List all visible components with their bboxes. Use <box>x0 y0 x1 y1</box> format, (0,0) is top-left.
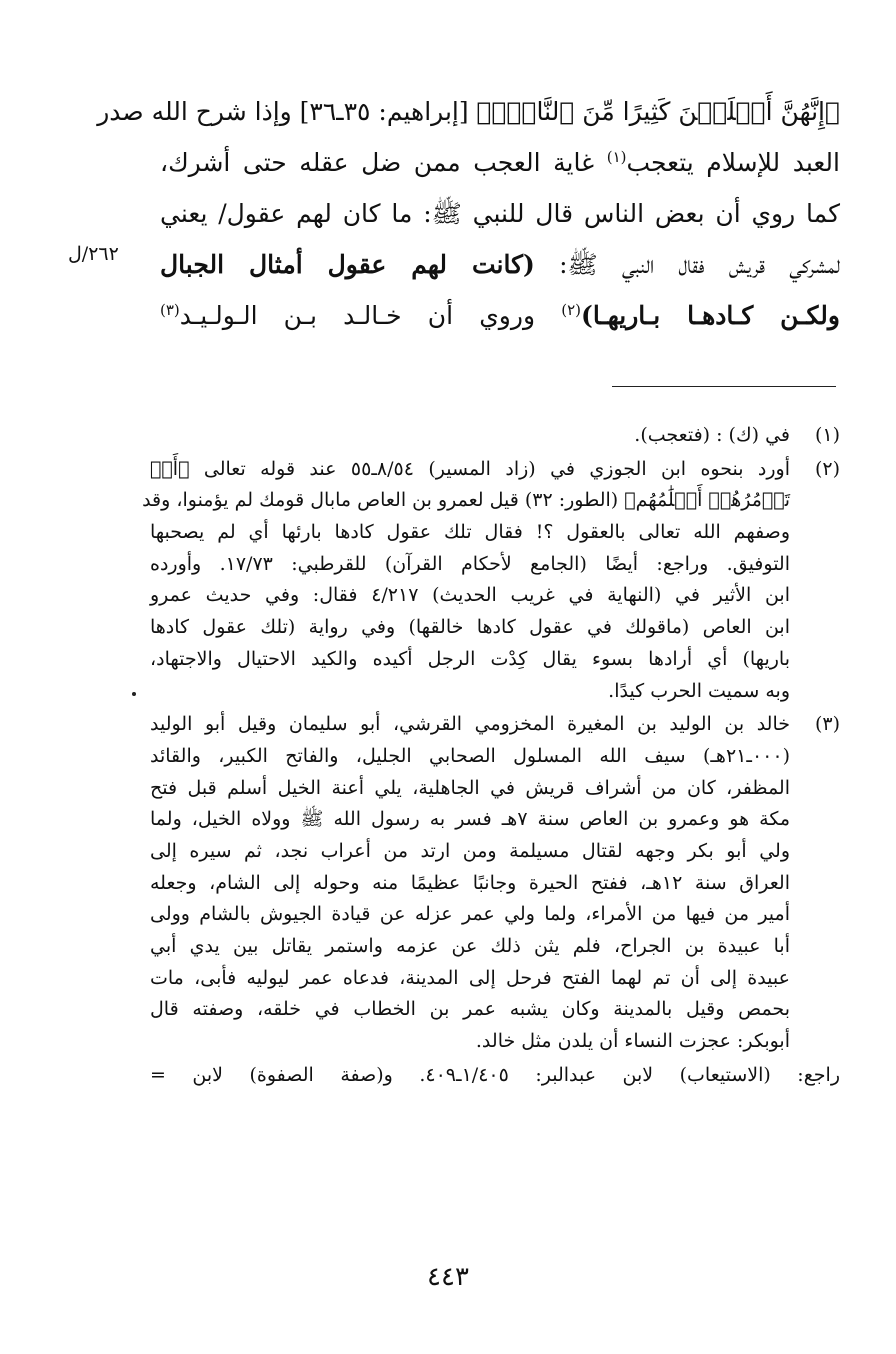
footnote-line: تَأۡمُرُهُمۡ أَحۡلَٰمُهُم﴾ (الطور: ٣٢) قيل لعمرو بن العاص مابال قومك لم يؤمنوا، وقد <box>142 489 790 512</box>
hadith-quote-start: (كانت لهم عقول أمثال الجبال <box>160 250 535 279</box>
footnote-separator <box>612 386 836 387</box>
page-number: ٤٤٣ <box>427 1262 469 1292</box>
main-line-4 <box>160 239 840 290</box>
hadith-quote-end: ولكـن كـادهـا بـاريهـا) <box>580 301 840 330</box>
footnote-line: ولي أبو بكر وجهه لقتال مسيلمة ومن ارتد من أعراب نجد، ثم سيره إلى <box>150 839 790 862</box>
footnote-number: (٢) <box>814 457 840 480</box>
footnote-line: مكة هو وعمرو بن العاص سنة ٧هـ فسر به رسول الله ﷺ وولاه الخيل، ولما <box>150 808 790 831</box>
footnote-1 <box>150 420 840 452</box>
footnote-line: ابن العاص (ماقولك في عقول كادها خالقها) وفي رواية (تلك عقول كادها <box>150 616 790 639</box>
footnote-line: ابن الأثير في (النهاية في غريب الحديث) ٤/٢١٧ فقال: وفي حديث عمرو <box>150 584 790 607</box>
manuscript-folio-note: ٢٦٢/ل <box>68 243 119 265</box>
footnotes-section <box>142 420 841 1093</box>
margin-dot <box>132 692 136 696</box>
footnote-ref-3: (٣) <box>160 301 180 319</box>
footnote-number: (٣) <box>814 713 840 736</box>
footnote-line: عبيدة إلى أن تم لهما الفتح فرحل إلى المدينة، فدعاه عمر ليوليه فأبى، مات <box>150 966 790 989</box>
footnote-line: (٠٠٠ـ٢١هـ) سيف الله المسلول الصحابي الجليل، والفاتح الكبير، والقائد <box>150 744 790 767</box>
main-text-block <box>97 86 840 341</box>
footnote-continuation <box>150 1060 840 1092</box>
footnote-line: التوفيق. وراجع: أيضًا (الجامع لأحكام القرآن) للقرطبي: ١٧/٧٣. وأورده <box>150 552 790 575</box>
footnote-line: المظفر، كان من أشراف قريش في الجاهلية، يلي أعنة الخيل أسلم قبل فتح <box>150 776 790 799</box>
main-line-2 <box>160 137 840 188</box>
footnote-line: أورد بنحوه ابن الجوزي في (زاد المسير) ٨/٥٤ـ٥٥ عند قوله تعالى ﴿أَمۡ <box>150 457 790 480</box>
footnote-line: أبا عبيدة بن الجراح، فلم يثن ذلك عن عزمه واستمر يقاتل بين يدي أبي <box>150 935 790 957</box>
footnote-line: خالد بن الوليد بن المغيرة المخزومي القرشي، أبو سليمان وقيل أبو الوليد <box>150 713 790 736</box>
footnote-ref-2: (٢) <box>561 301 581 319</box>
main-line-5-end: وروي أن خـالـد بـن الـولـيـد <box>179 301 536 330</box>
footnote-3 <box>150 709 840 1058</box>
footnote-line: أمير من فيها من الأمراء، ولما ولي عمر عزله عن قيادة الجيوش بالشام وولى <box>150 903 790 926</box>
main-line-5 <box>160 290 840 341</box>
footnote-line: في (ك) : (فتعجب). <box>634 424 790 446</box>
footnote-2 <box>142 454 840 708</box>
main-line-4-start: لمشركي قريش فقال النبي ﷺ: <box>534 250 840 279</box>
footnote-line: بحمص وقيل بالمدينة وكان يشبه عمر بن الخطاب في خلقه، وصفته قال <box>150 998 790 1021</box>
footnote-line: باريها) أي أرادها بسوء يقال كِدْت الرجل أكيده والكيد الاحتيال والاجتهاد، <box>150 647 790 670</box>
main-line-1: ﴿إِنَّهُنَّ أَضۡلَلۡنَ كَثِيرًا مِّنَ ٱلنَّاسِۖ﴾ [إبراهيم: ٣٥ـ٣٦] وإذا شرح الله صدر <box>97 97 840 126</box>
footnote-continuation-line: راجع: (الاستيعاب) لابن عبدالبر: ١/٤٠٥ـ٤٠٩. و(صفة الصفوة) لابن = <box>150 1063 841 1086</box>
footnote-line: العراق سنة ١٢هـ، ففتح الحيرة وجانبًا عظيمًا منه وحوله إلى الشام، وجعله <box>150 871 790 894</box>
footnote-line: أبوبكر: عجزت النساء أن يلدن مثل خالد. <box>475 1030 790 1053</box>
footnote-ref-1: (١) <box>606 148 627 166</box>
main-line-2-end: غاية العجب ممن ضل عقله حتى أشرك، <box>160 148 595 177</box>
main-line-2-start: العبد للإسلام يتعجب <box>626 148 840 177</box>
footnote-line: وصفهم الله تعالى بالعقول ؟! فقال تلك عقول كادها بارئها أي لم يصحبها <box>150 521 790 544</box>
footnote-line: وبه سميت الحرب كيدًا. <box>608 679 790 702</box>
footnote-number: (١) <box>814 424 840 446</box>
main-line-3: كما روي أن بعض الناس قال للنبي ﷺ: ما كان لهم عقول/ يعني <box>160 199 840 228</box>
